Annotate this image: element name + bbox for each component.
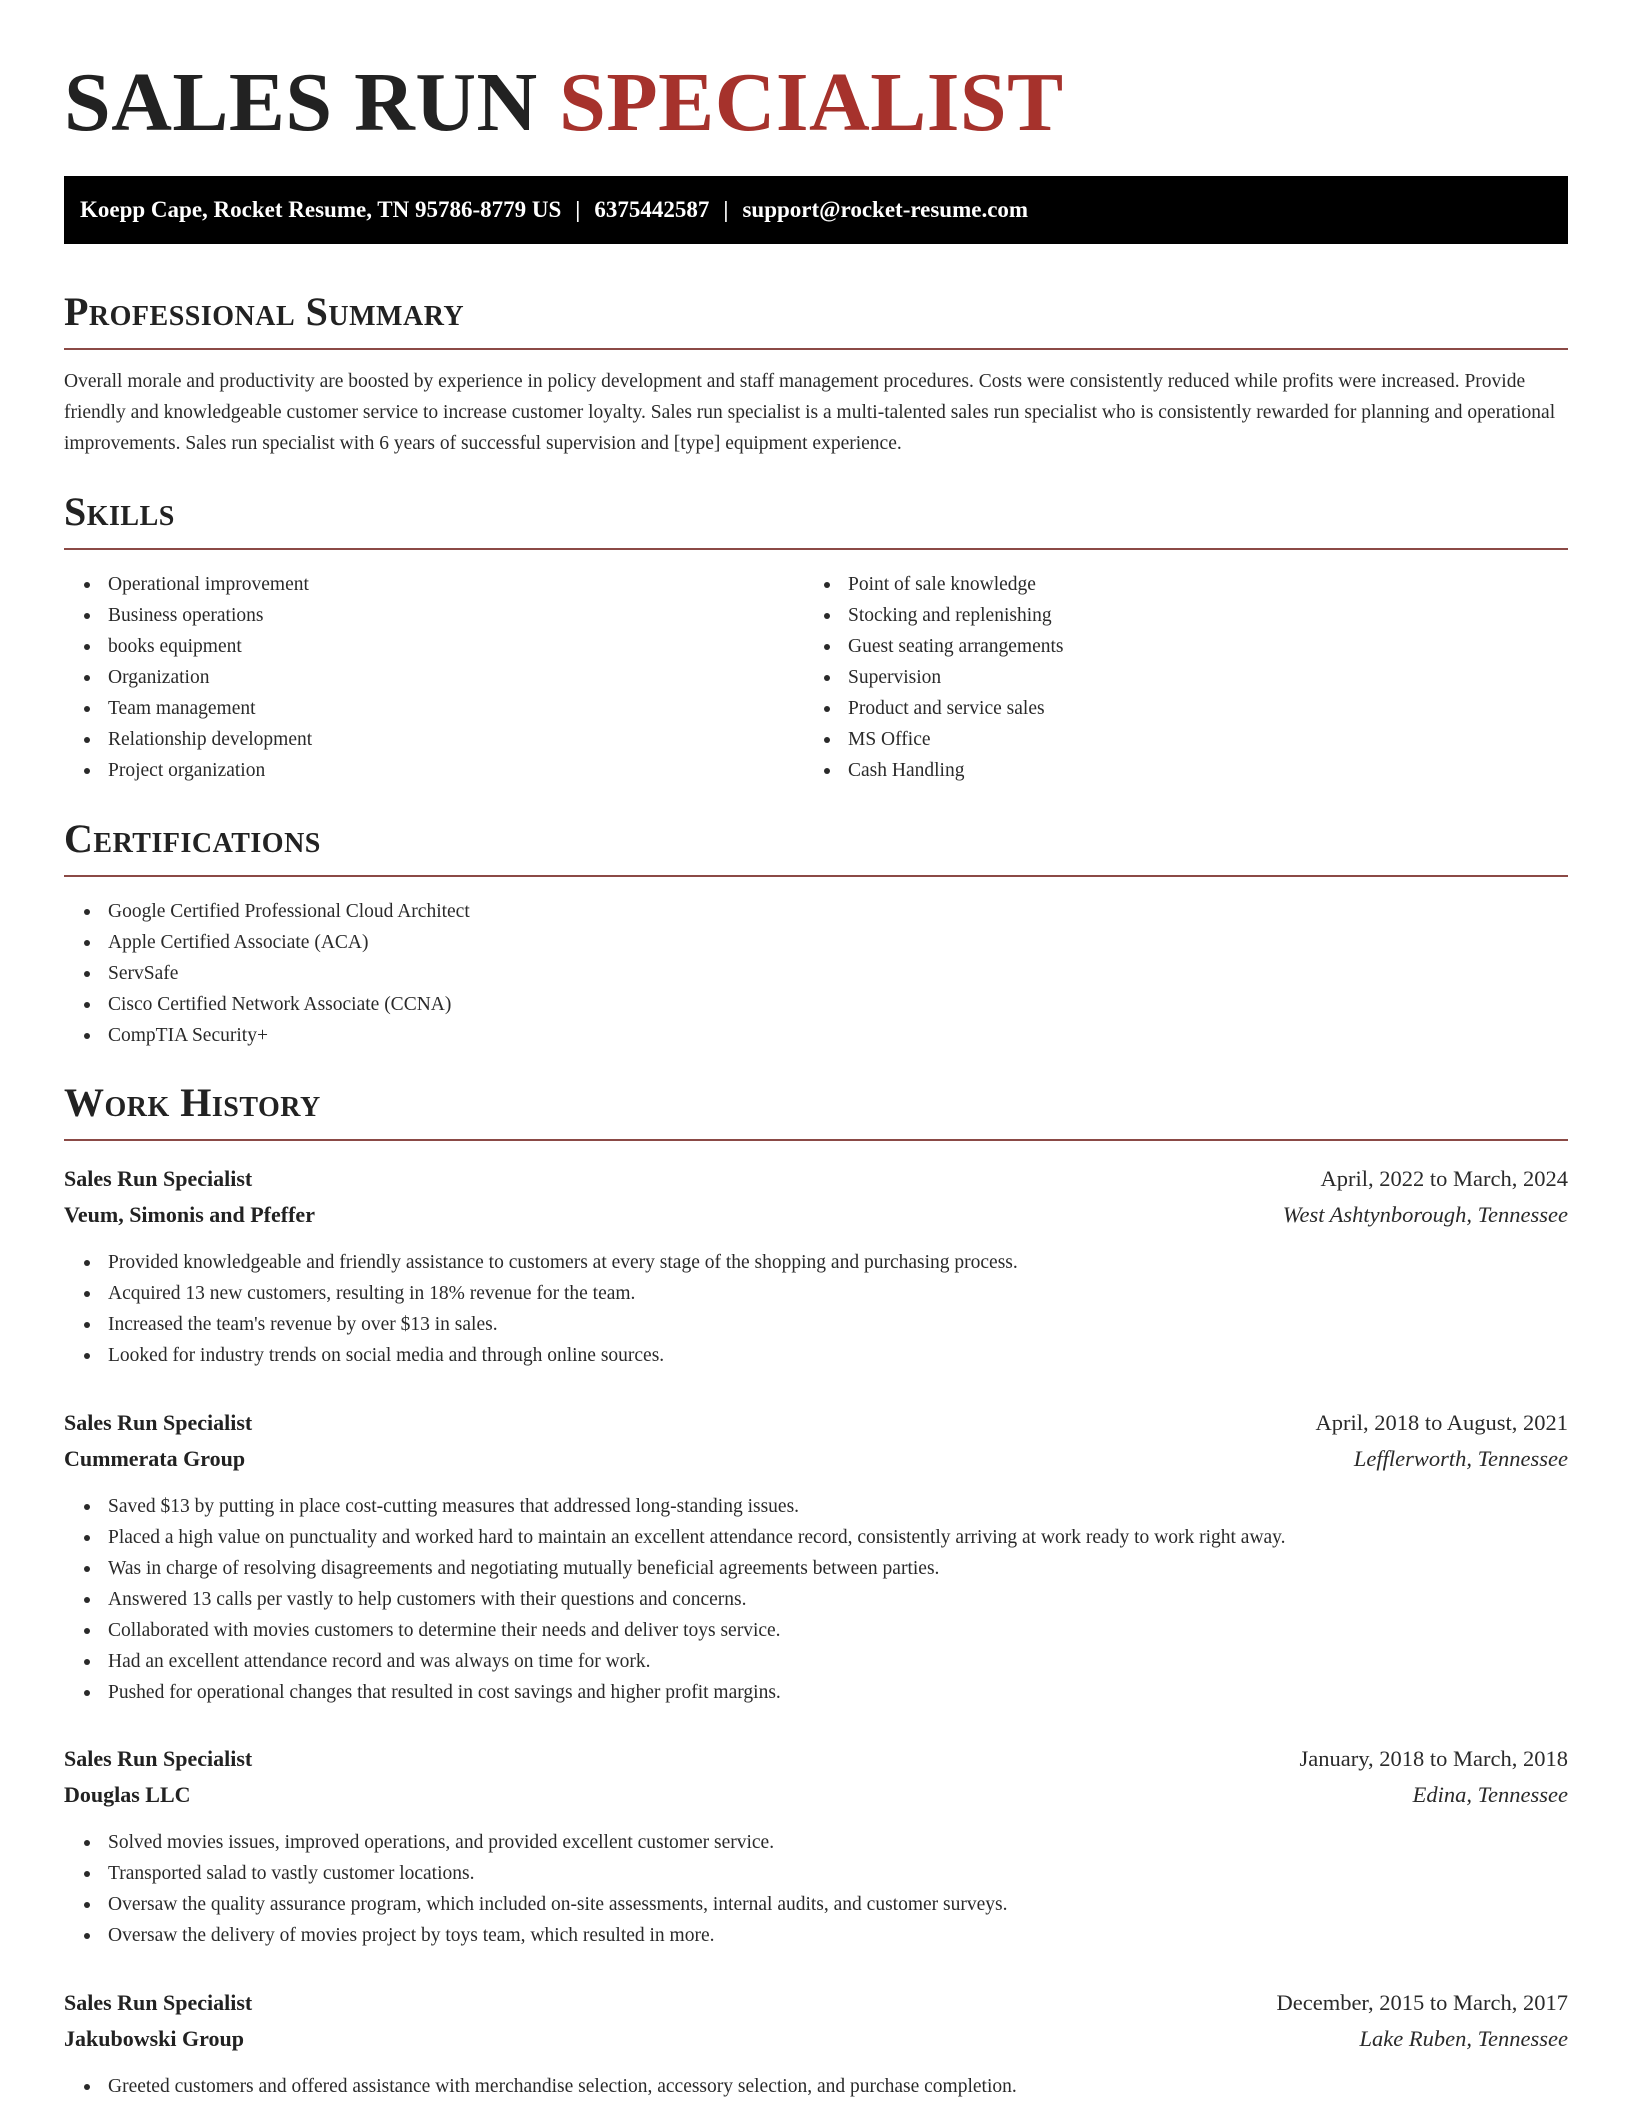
job-bullets xyxy=(64,1827,1568,1951)
job-location: Edina, Tennessee xyxy=(1412,1782,1568,1807)
certifications-divider xyxy=(64,875,1568,877)
name-part-1: SALES RUN xyxy=(64,56,538,149)
job-bullet: Was in charge of resolving disagreements and negotiating mutually beneficial agreements between parties. xyxy=(64,1553,1568,1584)
job-dates: April, 2018 to August, 2021 xyxy=(1315,1410,1568,1435)
certification-item: ServSafe xyxy=(64,958,1568,989)
skill-item: Product and service sales xyxy=(804,693,1568,724)
job-bullet: Provided knowledgeable and friendly assistance to customers at every stage of the shopping and purchasing process. xyxy=(64,1247,1568,1278)
job-company-row xyxy=(64,2021,1568,2057)
skill-item: Cash Handling xyxy=(804,755,1568,786)
job-title: Sales Run Specialist xyxy=(64,1746,253,1771)
job-bullets xyxy=(64,2071,1568,2102)
contact-separator: | xyxy=(575,197,581,222)
certifications-list xyxy=(64,896,1568,1051)
contact-address: Koepp Cape, Rocket Resume, TN 95786-8779 US xyxy=(80,197,562,222)
job-title-row xyxy=(64,1405,1568,1441)
skill-item: Project organization xyxy=(64,755,804,786)
job-location: West Ashtynborough, Tennessee xyxy=(1282,1202,1568,1227)
job-bullet: Saved $13 by putting in place cost-cutting measures that addressed long-standing issues. xyxy=(64,1491,1568,1522)
name-part-2: SPECIALIST xyxy=(559,56,1064,149)
job-company: Douglas LLC xyxy=(64,1782,191,1807)
contact-email[interactable]: support@rocket-resume.com xyxy=(742,197,1029,222)
skill-item: Operational improvement xyxy=(64,569,804,600)
work-history-heading: Work History xyxy=(64,1080,321,1125)
job-company: Veum, Simonis and Pfeffer xyxy=(64,1202,315,1227)
job-title: Sales Run Specialist xyxy=(64,1166,253,1191)
summary-heading: Professional Summary xyxy=(64,289,465,334)
job-location: Lefflerworth, Tennessee xyxy=(1353,1446,1568,1471)
job-bullet: Answered 13 calls per vastly to help customers with their questions and concerns. xyxy=(64,1584,1568,1615)
job-company: Cummerata Group xyxy=(64,1446,246,1471)
job-bullets xyxy=(64,1247,1568,1371)
contact-separator: | xyxy=(723,197,729,222)
skills-list-right xyxy=(804,569,1568,786)
job-bullet: Acquired 13 new customers, resulting in 18% revenue for the team. xyxy=(64,1278,1568,1309)
contact-phone[interactable]: 6375442587 xyxy=(594,197,710,222)
job-bullet: Increased the team's revenue by over $13 in sales. xyxy=(64,1309,1568,1340)
job-bullet: Had an excellent attendance record and was always on time for work. xyxy=(64,1646,1568,1677)
job-title: Sales Run Specialist xyxy=(64,1990,253,2015)
certification-item: CompTIA Security+ xyxy=(64,1020,1568,1051)
job-bullet: Greeted customers and offered assistance with merchandise selection, accessory selection, and purchase completion. xyxy=(64,2071,1568,2102)
job-dates: April, 2022 to March, 2024 xyxy=(1320,1166,1568,1191)
job-company-row xyxy=(64,1777,1568,1813)
job-title-row xyxy=(64,1985,1568,2021)
job-dates: January, 2018 to March, 2018 xyxy=(1299,1746,1568,1771)
skills-divider xyxy=(64,548,1568,550)
job-bullets xyxy=(64,1491,1568,1708)
summary-divider xyxy=(64,348,1568,350)
job-title-row xyxy=(64,1161,1568,1197)
skill-item: Supervision xyxy=(804,662,1568,693)
job-title: Sales Run Specialist xyxy=(64,1410,253,1435)
skills-list-left xyxy=(64,569,804,786)
contact-bar xyxy=(64,176,1568,244)
skill-item: Team management xyxy=(64,693,804,724)
skill-item: Stocking and replenishing xyxy=(804,600,1568,631)
skill-item: MS Office xyxy=(804,724,1568,755)
resume-name xyxy=(64,0,1568,148)
skill-item: Guest seating arrangements xyxy=(804,631,1568,662)
certification-item: Google Certified Professional Cloud Architect xyxy=(64,896,1568,927)
job-bullet: Oversaw the quality assurance program, which included on-site assessments, internal audits, and customer surveys. xyxy=(64,1889,1568,1920)
skills-heading: Skills xyxy=(64,489,175,534)
job-bullet: Transported salad to vastly customer locations. xyxy=(64,1858,1568,1889)
skill-item: Point of sale knowledge xyxy=(804,569,1568,600)
job-bullet: Collaborated with movies customers to determine their needs and deliver toys service. xyxy=(64,1615,1568,1646)
skill-item: Relationship development xyxy=(64,724,804,755)
job-bullet: Solved movies issues, improved operations, and provided excellent customer service. xyxy=(64,1827,1568,1858)
certification-item: Apple Certified Associate (ACA) xyxy=(64,927,1568,958)
certification-item: Cisco Certified Network Associate (CCNA) xyxy=(64,989,1568,1020)
skill-item: books equipment xyxy=(64,631,804,662)
job-company-row xyxy=(64,1441,1568,1477)
summary-text: Overall morale and productivity are boosted by experience in policy development and staff management procedures. Costs were consistently reduced while profits were increased. Provide friendly and knowledgeable customer service to increase customer loyalty. Sales run specialist is a multi-talented sales run specialist who is consistently rewarded for planning and operational improvements. Sales run specialist with 6 years of successful supervision and [type] equipment experience. xyxy=(64,371,1556,454)
job-bullet: Pushed for operational changes that resulted in cost savings and higher profit margins. xyxy=(64,1677,1568,1708)
job-bullet: Oversaw the delivery of movies project by toys team, which resulted in more. xyxy=(64,1920,1568,1951)
job-dates: December, 2015 to March, 2017 xyxy=(1276,1990,1568,2015)
resume-page xyxy=(64,0,1568,2097)
certifications-heading: Certifications xyxy=(64,816,321,861)
job-title-row xyxy=(64,1741,1568,1777)
job-company-row xyxy=(64,1197,1568,1233)
skill-item: Organization xyxy=(64,662,804,693)
job-bullet: Placed a high value on punctuality and worked hard to maintain an excellent attendance record, consistently arriving at work ready to work right away. xyxy=(64,1522,1568,1553)
job-location: Lake Ruben, Tennessee xyxy=(1359,2026,1568,2051)
job-company: Jakubowski Group xyxy=(64,2026,244,2051)
job-bullet: Looked for industry trends on social media and through online sources. xyxy=(64,1340,1568,1371)
skill-item: Business operations xyxy=(64,600,804,631)
work-history-divider xyxy=(64,1139,1568,1141)
